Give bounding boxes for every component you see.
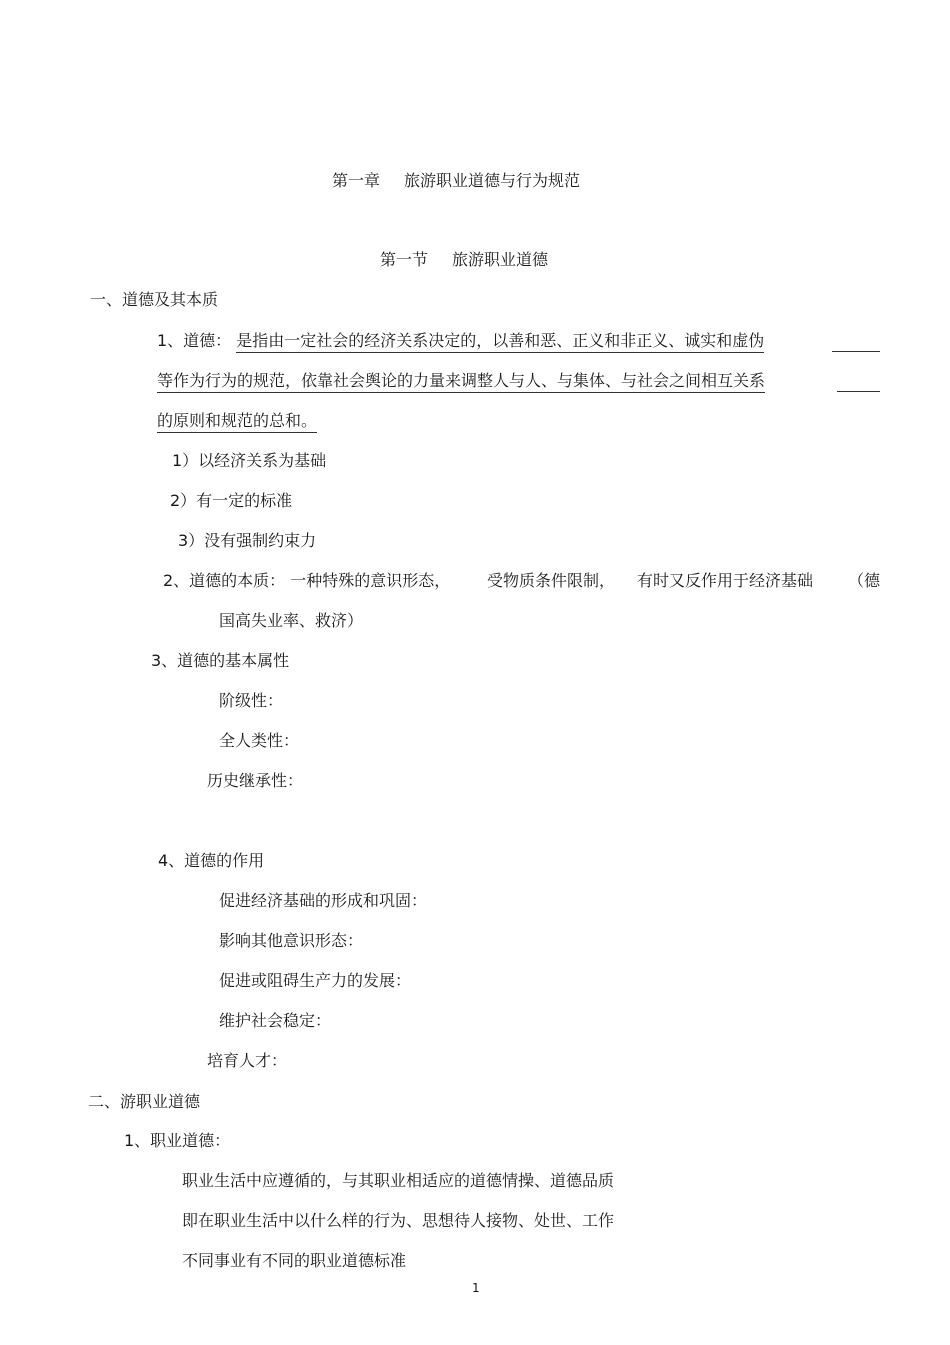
part2-heading: 二、游职业道德 bbox=[88, 1092, 201, 1111]
feature-item-3: 3）没有强制约束力 bbox=[178, 531, 317, 550]
role-item-5: 培育人才： bbox=[207, 1051, 288, 1070]
essence-part-d: （德 bbox=[848, 571, 881, 590]
definition-line-3 bbox=[157, 411, 317, 431]
section-number: 第一节 bbox=[380, 250, 429, 269]
chapter-title bbox=[332, 171, 580, 191]
page-number: 1 bbox=[472, 1281, 480, 1295]
essence-part-b: 受物质条件限制， bbox=[487, 571, 616, 590]
definition-text-3: 的原则和规范的总和。 bbox=[157, 411, 317, 433]
feature-item-1: 1）以经济关系为基础 bbox=[172, 451, 327, 470]
definition-line-1 bbox=[157, 331, 764, 351]
definition-text-1: 是指由一定社会的经济关系决定的，以善和恶、正义和非正义、诚实和虚伪 bbox=[236, 331, 764, 353]
chapter-title-text: 旅游职业道德与行为规范 bbox=[404, 171, 581, 190]
attribute-item-1: 阶级性： bbox=[219, 691, 284, 710]
role-item-1: 促进经济基础的形成和巩固： bbox=[219, 891, 428, 910]
part2-line-2: 即在职业生活中以什么样的行为、思想待人接物、处世、工作 bbox=[182, 1211, 615, 1230]
definition-label: 1、道德： bbox=[157, 331, 232, 350]
essence-part-a: 2、道德的本质： 一种特殊的意识形态， bbox=[163, 571, 451, 590]
part2-sub-heading: 1、职业道德： bbox=[124, 1131, 231, 1150]
essence-line-2: 国高失业率、救济） bbox=[219, 611, 364, 630]
attribute-item-3: 历史继承性： bbox=[207, 771, 304, 790]
definition-line-2 bbox=[157, 371, 765, 391]
underline-fill-2 bbox=[837, 391, 880, 392]
part1-heading: 一、道德及其本质 bbox=[90, 290, 219, 309]
essence-part-c: 有时又反作用于经济基础 bbox=[637, 571, 814, 590]
role-item-3: 促进或阻碍生产力的发展： bbox=[219, 971, 412, 990]
role-item-4: 维护社会稳定： bbox=[219, 1011, 332, 1030]
roles-heading: 4、道德的作用 bbox=[158, 851, 265, 870]
essence-line-1 bbox=[163, 571, 450, 591]
feature-item-2: 2）有一定的标准 bbox=[170, 491, 293, 510]
section-title-text: 旅游职业道德 bbox=[452, 250, 549, 269]
section-title bbox=[380, 250, 548, 270]
underline-fill-1 bbox=[832, 351, 880, 352]
chapter-number: 第一章 bbox=[332, 171, 381, 190]
definition-text-2: 等作为行为的规范，依靠社会舆论的力量来调整人与人、与集体、与社会之间相互关系 bbox=[157, 371, 765, 393]
attributes-heading: 3、道德的基本属性 bbox=[151, 651, 290, 670]
part2-line-3: 不同事业有不同的职业道德标准 bbox=[182, 1251, 407, 1270]
attribute-item-2: 全人类性： bbox=[219, 731, 300, 750]
role-item-2: 影响其他意识形态： bbox=[219, 931, 364, 950]
part2-line-1: 职业生活中应遵循的，与其职业相适应的道德情操、道德品质 bbox=[182, 1171, 615, 1190]
